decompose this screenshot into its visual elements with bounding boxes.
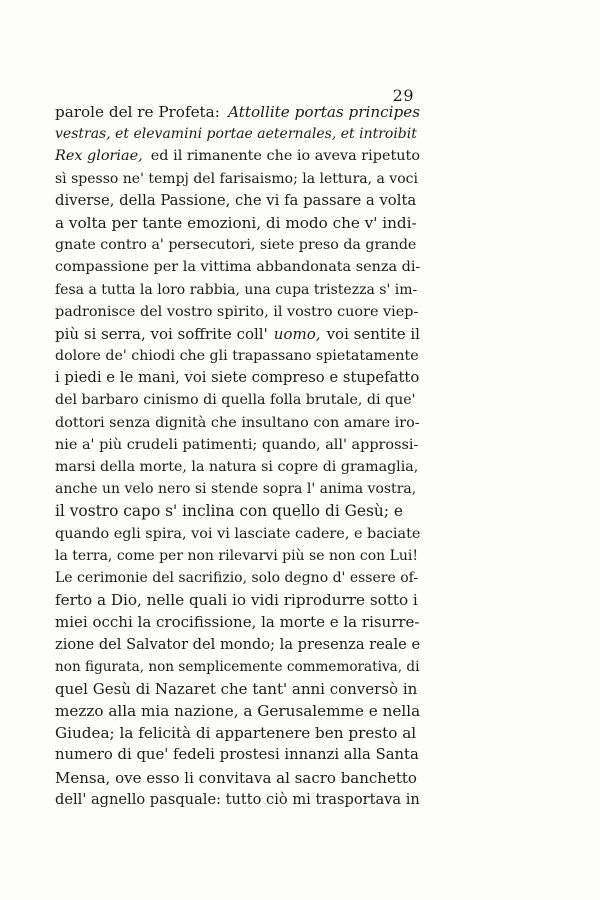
text-segment: gnate contro a' persecutori, siete preso da grande (55, 237, 417, 254)
text-line (55, 767, 420, 789)
text-line (55, 123, 420, 145)
italic-text: vestras, et elevamini portae aeternales, et introibit (55, 126, 417, 143)
italic-text: Attollite portas principes (228, 103, 420, 121)
text-segment: sì spesso ne' tempj del farisaismo; la lettura, a voci (55, 170, 418, 187)
text-segment: anche un velo nero si stende sopra l' anima vostra, (55, 481, 417, 498)
text-line (55, 101, 420, 123)
text-segment: ferto a Dio, nelle quali io vidi riprodurre sotto i (55, 591, 418, 610)
text-line (55, 190, 420, 212)
text-segment: del barbaro cinismo di quella folla brutale, di que' (55, 392, 416, 409)
text-line (55, 301, 420, 323)
italic-text: Rex gloriae, (55, 148, 143, 165)
text-line (55, 567, 420, 589)
text-line (55, 256, 420, 278)
text-segment: più si serra, voi soffrite coll' (55, 324, 273, 343)
text-segment: padronisce del vostro spirito, il vostro cuore viep- (55, 303, 419, 320)
text-line (55, 389, 420, 411)
text-segment: ed il rimanente che io aveva ripetuto (146, 148, 420, 165)
text-line (55, 145, 420, 167)
text-line (55, 611, 420, 633)
text-segment: la terra, come per non rilevarvi più se non con Lui! (55, 547, 419, 564)
text-line (55, 744, 420, 766)
text-line (55, 367, 420, 389)
text-line (55, 323, 420, 345)
text-line (55, 500, 420, 522)
text-segment: dottori senza dignità che insultano con amare iro- (55, 414, 420, 431)
page-number: 29 (392, 86, 414, 105)
text-segment: non figurata, non semplicemente commemorativa, di (55, 658, 420, 675)
text-line (55, 412, 420, 434)
text-segment: dell' agnello pasquale: tutto ciò mi trasportava in (55, 790, 420, 808)
text-segment: Le cerimonie del sacrifizio, solo degno d' essere of- (55, 569, 419, 586)
text-line (55, 279, 420, 301)
text-line (55, 234, 420, 256)
text-line (55, 345, 420, 367)
text-segment: i piedi e le mani, voi siete compreso e stupefatto (55, 369, 420, 387)
text-line (55, 722, 420, 744)
text-line (55, 634, 420, 656)
text-segment: nie a' più crudeli patimenti; quando, all' approssi- (55, 436, 419, 453)
text-line (55, 434, 420, 456)
body-text (55, 101, 420, 811)
text-segment: diverse, della Passione, che vi fa passare a volta (55, 191, 417, 209)
text-segment: il vostro capo s' inclina con quello di Gesù; e (55, 502, 404, 521)
text-line (55, 168, 420, 190)
text-line (55, 523, 420, 545)
text-line (55, 545, 420, 567)
text-segment: quando egli spira, voi vi lasciate cadere, e baciate (55, 525, 421, 542)
text-segment: numero di que' fedeli prostesi innanzi alla Santa (55, 746, 419, 764)
text-line (55, 700, 420, 722)
italic-text: uomo, (273, 324, 321, 343)
text-line (55, 789, 420, 811)
text-segment: parole del re Profeta: (55, 103, 225, 121)
text-line (55, 678, 420, 700)
text-line (55, 478, 420, 500)
text-segment: compassione per la vittima abbandonata senza di- (55, 259, 421, 276)
text-segment: a volta per tante emozioni, di modo che v' indi- (55, 213, 417, 232)
text-segment: quel Gesù di Nazaret che tant' anni conversò in (55, 679, 418, 698)
text-line (55, 212, 420, 234)
text-segment: dolore de' chiodi che gli trapassano spietatamente (55, 348, 419, 365)
text-segment: marsi della morte, la natura si copre di gramaglia, (55, 459, 419, 475)
text-segment: miei occhi la crocifissione, la morte e la risurre- (55, 613, 420, 632)
text-segment: mezzo alla mia nazione, a Gerusalemme e nella (55, 702, 421, 721)
text-line (55, 589, 420, 611)
text-segment: fesa a tutta la loro rabbia, una cupa tristezza s' im- (55, 281, 418, 298)
text-segment: Mensa, ove esso li convitava al sacro banchetto (55, 768, 417, 787)
text-segment: voi sentite il (321, 324, 420, 343)
text-line (55, 656, 420, 678)
text-segment: zione del Salvator del mondo; la presenza reale e (55, 635, 421, 653)
text-line (55, 456, 420, 478)
text-segment: Giudea; la felicità di appartenere ben presto al (55, 724, 417, 743)
